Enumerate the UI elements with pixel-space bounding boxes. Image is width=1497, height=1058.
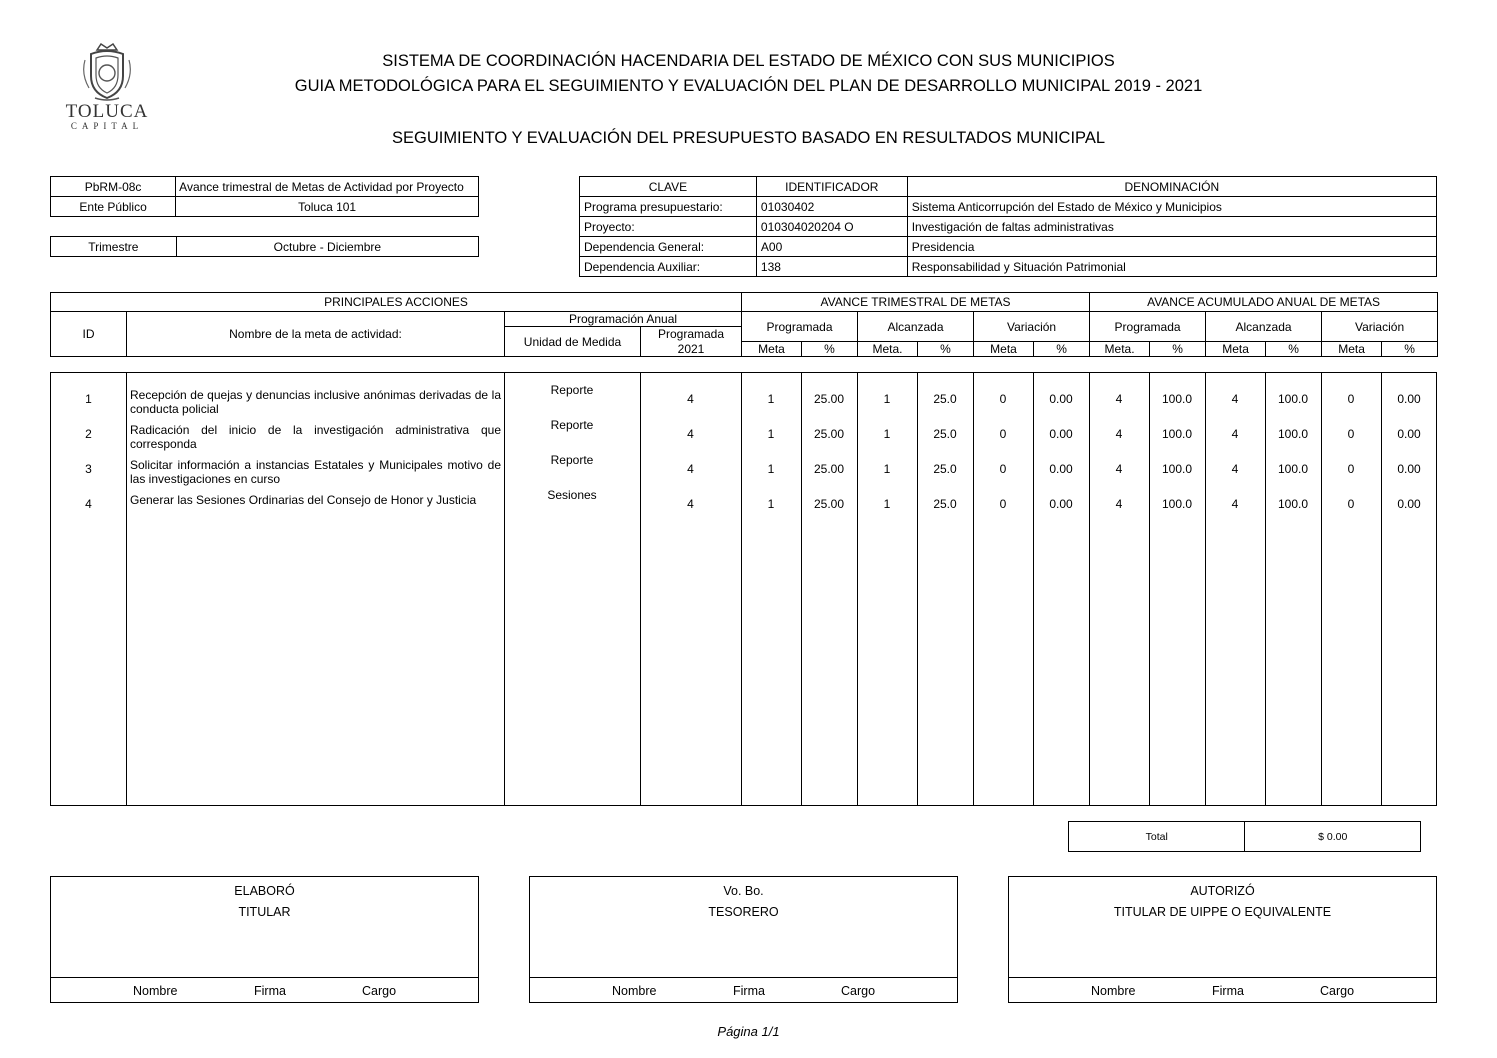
signature-autorizo [1008,876,1437,1003]
row-value: 4 [1231,496,1239,511]
signature-title: Vo. Bo. [723,884,764,898]
identificador-value: 138 [756,257,907,277]
sub-header: % [918,342,974,357]
trimestre-value: Octubre - Diciembre [176,237,478,257]
row-value: 100.0 [1161,461,1193,476]
row-value: 4 [1231,426,1239,441]
clave-label: Programa presupuestario: [580,197,757,217]
sub-header: Meta [1206,342,1266,357]
unidad-medida-header: Unidad de Medida [505,327,641,357]
row-value: 0.00 [1049,461,1073,476]
metas-header-table [50,292,1438,357]
denominacion-value: Presidencia [907,237,1436,257]
page-number: Página 1/1 [717,1024,780,1039]
id-header: ID [51,312,127,357]
logo-text: TOLUCA [65,101,149,122]
row-value: 0 [1347,496,1355,511]
row-value: 25.00 [813,461,845,476]
row-value: 1 [767,426,775,441]
form-code: PbRM-08c [51,177,176,197]
row-value: 4 [1115,426,1123,441]
row-value: 4 [1115,391,1123,406]
row-value: 100.0 [1161,391,1193,406]
table-row [51,416,1436,451]
table-row [51,451,1436,486]
identificador-value: 010304020204 O [756,217,907,237]
row-value: 0.00 [1049,496,1073,511]
row-value: 0.00 [1397,391,1421,406]
clave-header: CLAVE [580,177,757,197]
total-label: Total [1069,822,1245,852]
row-value: 1 [883,391,891,406]
form-info-table [50,176,479,217]
signature-vobo [529,876,958,1003]
row-value: 1 [767,461,775,476]
row-value: 25.0 [933,461,957,476]
row-value: 0.00 [1049,426,1073,441]
header-line-2: GUIA METODOLÓGICA PARA EL SEGUIMIENTO Y EVALUACIÓN DEL PLAN DE DESARROLLO MUNICIPAL 2019 - 2021 [294,77,1203,95]
cargo-label: Cargo [362,984,397,998]
sub-header: % [802,342,858,357]
metas-body [50,372,1437,806]
row-value: 4 [1231,461,1239,476]
firma-label: Firma [1212,984,1244,998]
nombre-meta-header: Nombre de la meta de actividad: [127,312,505,357]
row-unit: Reporte [550,418,594,432]
signature-elaboro [50,876,479,1003]
denominacion-value: Responsabilidad y Situación Patrimonial [907,257,1436,277]
programada-header: Programada [641,327,742,342]
row-programada: 4 [687,461,694,476]
row-value: 0 [999,496,1007,511]
nombre-label: Nombre [133,984,178,998]
row-value: 1 [767,496,775,511]
identificador-header: IDENTIFICADOR [756,177,907,197]
row-unit: Sesiones [547,488,597,502]
clave-label: Dependencia Auxiliar: [580,257,757,277]
acum-programada-header: Programada [1090,312,1206,342]
identificador-value: 01030402 [756,197,907,217]
clave-label: Dependencia General: [580,237,757,257]
sub-header: Meta [1322,342,1382,357]
avance-trimestral-header: AVANCE TRIMESTRAL DE METAS [742,293,1090,312]
header-line-3: SEGUIMIENTO Y EVALUACIÓN DEL PRESUPUESTO BASADO EN RESULTADOS MUNICIPAL [391,129,1106,147]
signature-role: TITULAR [238,905,291,919]
row-value: 0 [1347,461,1355,476]
row-value: 100.0 [1277,496,1309,511]
row-meta-name: Solicitar información a instancias Estatales y Municipales motivo de las investigaciones en curso [130,458,501,486]
form-title: Avance trimestral de Metas de Actividad por Proyecto [176,177,479,197]
row-value: 1 [883,461,891,476]
acum-alcanzada-header: Alcanzada [1206,312,1322,342]
row-value: 1 [883,496,891,511]
programacion-anual-header: Programación Anual [505,312,742,327]
cargo-label: Cargo [1320,984,1355,998]
acum-variacion-header: Variación [1322,312,1438,342]
row-value: 25.00 [813,426,845,441]
row-id: 3 [85,461,92,476]
sub-header: % [1266,342,1322,357]
row-value: 25.0 [933,391,957,406]
ente-value: Toluca 101 [176,197,479,217]
row-value: 0.00 [1397,496,1421,511]
avance-acumulado-header: AVANCE ACUMULADO ANUAL DE METAS [1090,293,1438,312]
programada-year: 2021 [641,342,742,357]
sub-header: % [1150,342,1206,357]
cargo-label: Cargo [841,984,876,998]
signature-role: TESORERO [708,905,779,919]
row-value: 0 [999,426,1007,441]
row-value: 100.0 [1161,496,1193,511]
table-row [51,381,1436,416]
row-value: 25.0 [933,496,957,511]
row-value: 25.0 [933,426,957,441]
sub-header: Meta. [858,342,918,357]
total-value: $ 0.00 [1245,822,1421,852]
denominacion-value: Investigación de faltas administrativas [907,217,1436,237]
identificador-value: A00 [756,237,907,257]
row-unit: Reporte [550,383,594,397]
signature-title: AUTORIZÓ [1190,884,1255,898]
clave-label: Proyecto: [580,217,757,237]
row-value: 0.00 [1397,426,1421,441]
sub-header: % [1034,342,1090,357]
row-value: 0 [1347,391,1355,406]
principales-acciones-header: PRINCIPALES ACCIONES [51,293,742,312]
trimestre-label: Trimestre [51,237,177,257]
row-id: 4 [85,496,92,511]
row-meta-name: Recepción de quejas y denuncias inclusive anónimas derivadas de la conducta policial [130,388,501,416]
row-value: 25.00 [813,496,845,511]
row-value: 100.0 [1277,391,1309,406]
table-row [51,486,1436,521]
denominacion-value: Sistema Anticorrupción del Estado de México y Municipios [907,197,1436,217]
row-value: 0.00 [1049,391,1073,406]
row-value: 0 [999,461,1007,476]
row-value: 25.00 [813,391,845,406]
row-value: 100.0 [1277,461,1309,476]
row-programada: 4 [687,391,694,406]
sub-header: Meta. [1090,342,1150,357]
row-meta-name: Radicación del inicio de la investigación administrativa que corresponda [130,423,501,451]
row-value: 1 [883,426,891,441]
total-table [1068,821,1421,852]
trim-alcanzada-header: Alcanzada [858,312,974,342]
row-value: 0 [999,391,1007,406]
denominacion-header: DENOMINACIÓN [907,177,1436,197]
row-id: 2 [85,426,92,441]
row-value: 0.00 [1397,461,1421,476]
header-line-1: SISTEMA DE COORDINACIÓN HACENDARIA DEL ESTADO DE MÉXICO CON SUS MUNICIPIOS [382,52,1115,70]
row-meta-name: Generar las Sesiones Ordinarias del Consejo de Honor y Justicia [130,493,477,507]
row-value: 100.0 [1161,426,1193,441]
trim-variacion-header: Variación [974,312,1090,342]
row-value: 4 [1231,391,1239,406]
row-value: 4 [1115,496,1123,511]
logo-subtext: CAPITAL [70,121,144,131]
sub-header: Meta [974,342,1034,357]
nombre-label: Nombre [612,984,657,998]
trim-programada-header: Programada [742,312,858,342]
sub-header: Meta [742,342,802,357]
row-unit: Reporte [550,453,594,467]
row-value: 4 [1115,461,1123,476]
sub-header: % [1382,342,1438,357]
signature-title: ELABORÓ [234,884,295,898]
trimestre-table [50,236,479,257]
row-id: 1 [85,391,92,406]
row-value: 1 [767,391,775,406]
ente-label: Ente Público [51,197,176,217]
firma-label: Firma [733,984,765,998]
nombre-label: Nombre [1091,984,1136,998]
row-programada: 4 [687,426,694,441]
signature-role: TITULAR DE UIPPE O EQUIVALENTE [1113,905,1332,919]
row-programada: 4 [687,496,694,511]
row-value: 0 [1347,426,1355,441]
row-value: 100.0 [1277,426,1309,441]
firma-label: Firma [254,984,286,998]
program-info-table [579,176,1437,277]
